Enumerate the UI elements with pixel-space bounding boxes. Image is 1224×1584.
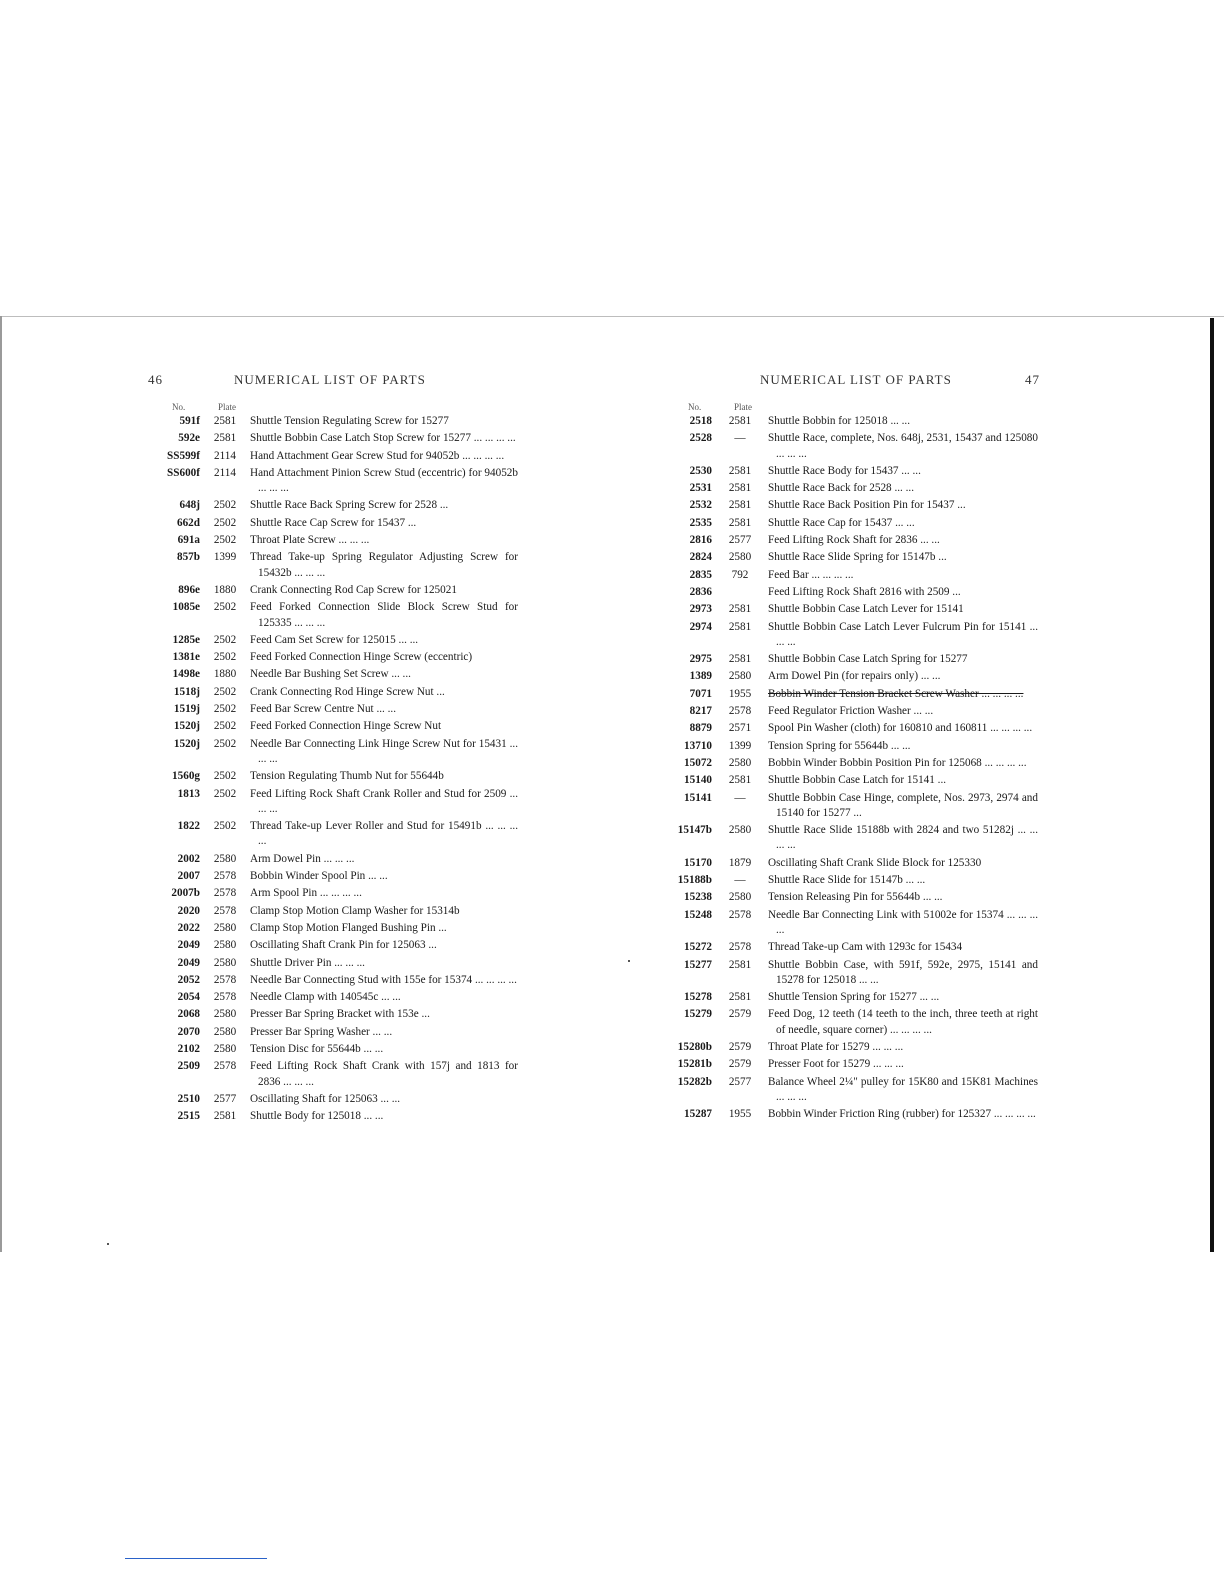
part-description: Shuttle Bobbin for 125018 ... ... bbox=[768, 415, 911, 427]
part-number: 1498e bbox=[172, 668, 200, 681]
plate-number: 2581 bbox=[213, 432, 237, 445]
part-row bbox=[668, 464, 1040, 479]
plate-number: 2502 bbox=[213, 737, 237, 750]
part-row bbox=[668, 1040, 1040, 1055]
part-row bbox=[668, 1075, 1040, 1106]
part-number: 15279 bbox=[684, 1008, 712, 1021]
part-description: Shuttle Bobbin Case Hinge, complete, Nos. 2973, 2974 and 15140 for 15277 ... bbox=[768, 791, 1038, 819]
column-header-plate: Plate bbox=[218, 402, 236, 412]
plate-number: 2578 bbox=[213, 991, 237, 1004]
part-description: Feed Lifting Rock Shaft Crank with 157j and 1813 for 2836 ... ... ... bbox=[250, 1060, 518, 1088]
plate-number: 2502 bbox=[213, 534, 237, 547]
part-number: 15140 bbox=[684, 774, 712, 787]
page-header bbox=[668, 372, 1040, 390]
part-row bbox=[668, 414, 1040, 429]
plate-number: 2580 bbox=[213, 1042, 237, 1055]
part-row bbox=[148, 990, 520, 1005]
part-row bbox=[668, 550, 1040, 565]
part-description: Shuttle Race, complete, Nos. 648j, 2531, 15437 and 125080 ... ... ... bbox=[768, 432, 1038, 460]
part-row bbox=[668, 481, 1040, 496]
part-row bbox=[668, 602, 1040, 617]
column-header-plate: Plate bbox=[734, 402, 752, 412]
part-description: Shuttle Bobbin Case Latch Lever for 15141 bbox=[768, 603, 964, 616]
part-description: Spool Pin Washer (cloth) for 160810 and 160811 ... ... ... ... bbox=[768, 722, 1033, 735]
plate-number: 2580 bbox=[213, 852, 237, 865]
part-number: 662d bbox=[176, 516, 200, 529]
part-description: Needle Bar Connecting Link with 51002e for 15374 ... ... ... ... bbox=[768, 908, 1038, 936]
plate-number: 2502 bbox=[213, 633, 237, 646]
part-number: 2518 bbox=[689, 415, 712, 427]
plate-number: 1879 bbox=[728, 856, 752, 869]
part-number: 1560g bbox=[172, 770, 200, 783]
part-description: Bobbin Winder Bobbin Position Pin for 125068 ... ... ... ... bbox=[768, 756, 1027, 769]
part-row bbox=[668, 568, 1040, 583]
plate-number: 2581 bbox=[728, 653, 752, 666]
plate-number: 2580 bbox=[213, 939, 237, 952]
part-number: 8217 bbox=[689, 705, 712, 718]
part-row bbox=[148, 685, 520, 700]
plate-number: — bbox=[734, 791, 746, 804]
plate-number: 2581 bbox=[728, 482, 752, 495]
part-row bbox=[148, 431, 520, 446]
part-number: 2974 bbox=[689, 620, 712, 633]
part-description: Clamp Stop Motion Flanged Bushing Pin ... bbox=[250, 921, 447, 934]
blue-underline-mark bbox=[125, 1558, 267, 1559]
part-number: 15287 bbox=[684, 1108, 712, 1121]
part-row bbox=[668, 823, 1040, 854]
part-description: Feed Forked Connection Slide Block Screw Stud for 125335 ... ... ... bbox=[250, 601, 518, 629]
part-row bbox=[148, 719, 520, 734]
part-row bbox=[148, 449, 520, 464]
part-description: Bobbin Winder Spool Pin ... ... bbox=[250, 870, 388, 883]
part-description: Feed Cam Set Screw for 125015 ... ... bbox=[250, 633, 419, 646]
part-row bbox=[668, 873, 1040, 888]
part-description: Oscillating Shaft Crank Pin for 125063 ... bbox=[250, 939, 437, 952]
part-description: Crank Connecting Rod Cap Screw for 125021 bbox=[250, 583, 457, 596]
part-row bbox=[148, 600, 520, 631]
plate-number: 2579 bbox=[728, 1040, 752, 1053]
plate-number: 2502 bbox=[213, 770, 237, 783]
part-number: 1520j bbox=[173, 737, 200, 750]
part-number: 2973 bbox=[689, 603, 712, 616]
column-header-no: No. bbox=[172, 402, 186, 412]
part-description: Needle Bar Connecting Link Hinge Screw Nut for 15431 ... ... ... bbox=[250, 737, 518, 765]
part-number: 7071 bbox=[689, 687, 712, 700]
part-row bbox=[668, 620, 1040, 651]
plate-number: 2580 bbox=[213, 921, 237, 934]
plate-number: 2578 bbox=[213, 904, 237, 917]
part-description: Bobbin Winder Tension Bracket Screw Washer ... ... ... ... bbox=[768, 687, 1024, 700]
part-description: Thread Take-up Spring Regulator Adjusting Screw for 15432b ... ... ... bbox=[250, 551, 518, 579]
part-description: Shuttle Bobbin Case Latch for 15141 ... bbox=[768, 774, 947, 787]
part-description: Bobbin Winder Friction Ring (rubber) for 125327 ... ... ... ... bbox=[768, 1108, 1036, 1121]
part-row bbox=[148, 583, 520, 598]
part-description: Shuttle Race Slide 15188b with 2824 and two 51282j ... ... ... ... bbox=[768, 824, 1038, 852]
part-number: 15248 bbox=[684, 908, 712, 921]
part-row bbox=[148, 1059, 520, 1090]
plate-number: 2578 bbox=[213, 973, 237, 986]
plate-number: 2581 bbox=[213, 415, 237, 427]
plate-number: 1955 bbox=[728, 1108, 752, 1121]
plate-number: 2571 bbox=[728, 722, 752, 735]
plate-number: 2581 bbox=[728, 516, 752, 529]
plate-number: 2578 bbox=[728, 908, 752, 921]
part-number: 691a bbox=[177, 534, 200, 547]
part-row bbox=[148, 1092, 520, 1107]
part-row bbox=[148, 550, 520, 581]
part-description: Needle Bar Bushing Set Screw ... ... bbox=[250, 668, 411, 681]
part-row bbox=[668, 1007, 1040, 1038]
part-number: 2535 bbox=[689, 516, 712, 529]
part-number: 2007 bbox=[177, 870, 200, 883]
part-description: Shuttle Race Back Position Pin for 15437 ... bbox=[768, 499, 966, 512]
running-title: NUMERICAL LIST OF PARTS bbox=[234, 372, 426, 387]
plate-number: 2579 bbox=[728, 1058, 752, 1071]
part-row bbox=[148, 650, 520, 665]
part-description: Feed Bar Screw Centre Nut ... ... bbox=[250, 703, 397, 716]
part-description: Shuttle Race Cap for 15437 ... ... bbox=[768, 516, 915, 529]
part-description: Hand Attachment Pinion Screw Stud (eccentric) for 94052b ... ... ... bbox=[250, 466, 518, 495]
part-description: Presser Bar Spring Washer ... ... bbox=[250, 1025, 393, 1038]
part-description: Shuttle Race Cap Screw for 15437 ... bbox=[250, 516, 417, 529]
part-number: 896e bbox=[178, 583, 200, 596]
part-description: Needle Bar Connecting Stud with 155e for 15374 ... ... ... ... bbox=[250, 973, 517, 986]
plate-number: 2579 bbox=[728, 1008, 752, 1021]
part-number: 2515 bbox=[177, 1110, 200, 1123]
plate-number: 2502 bbox=[213, 516, 237, 529]
part-description: Arm Dowel Pin (for repairs only) ... ... bbox=[768, 670, 941, 683]
part-description: Needle Clamp with 140545c ... ... bbox=[250, 991, 401, 1004]
part-number: 2002 bbox=[177, 852, 200, 865]
part-description: Throat Plate for 15279 ... ... ... bbox=[768, 1040, 904, 1053]
column-headers bbox=[668, 402, 1040, 414]
part-number: 15147b bbox=[677, 824, 712, 837]
part-row bbox=[148, 737, 520, 768]
part-description: Shuttle Bobbin Case Latch Spring for 15277 bbox=[768, 653, 968, 666]
part-number: 2836 bbox=[689, 585, 712, 598]
parts-list bbox=[668, 414, 1040, 1122]
part-row bbox=[148, 921, 520, 936]
part-number: 2975 bbox=[689, 653, 712, 666]
plate-number: 2580 bbox=[728, 824, 752, 837]
plate-number: — bbox=[734, 432, 746, 445]
part-row bbox=[148, 886, 520, 901]
part-description: Arm Spool Pin ... ... ... ... bbox=[250, 887, 362, 900]
part-number: 1519j bbox=[173, 703, 200, 716]
part-number: 2068 bbox=[177, 1008, 200, 1021]
plate-number: 2502 bbox=[213, 601, 237, 614]
part-number: 15170 bbox=[684, 856, 712, 869]
part-number: 15188b bbox=[677, 874, 712, 887]
part-number: 2049 bbox=[177, 939, 200, 952]
part-description: Feed Dog, 12 teeth (14 teeth to the inch, three teeth at right of needle, square corner) ... ... ... ... bbox=[768, 1008, 1038, 1036]
part-row bbox=[668, 516, 1040, 531]
part-description: Shuttle Tension Regulating Screw for 15277 bbox=[250, 415, 449, 427]
scan-edge-top bbox=[0, 316, 1224, 317]
plate-number: 2577 bbox=[728, 1075, 752, 1088]
plate-number: 2578 bbox=[728, 941, 752, 954]
part-description: Feed Regulator Friction Washer ... ... bbox=[768, 705, 934, 718]
part-description: Oscillating Shaft for 125063 ... ... bbox=[250, 1092, 401, 1105]
page-header bbox=[148, 372, 520, 390]
part-number: 15282b bbox=[677, 1075, 712, 1088]
plate-number: 2580 bbox=[728, 756, 752, 769]
plate-number: 1399 bbox=[728, 739, 752, 752]
part-row bbox=[148, 633, 520, 648]
plate-number: 2577 bbox=[213, 1092, 237, 1105]
part-row bbox=[148, 787, 520, 818]
part-row bbox=[148, 973, 520, 988]
part-description: Feed Lifting Rock Shaft for 2836 ... ... bbox=[768, 534, 940, 547]
part-number: 1822 bbox=[177, 820, 200, 833]
part-row bbox=[148, 819, 520, 850]
plate-number: 2580 bbox=[728, 670, 752, 683]
part-number: 15281b bbox=[677, 1058, 712, 1071]
part-row bbox=[668, 721, 1040, 736]
plate-number: 2581 bbox=[728, 620, 752, 633]
plate-number: 2581 bbox=[728, 991, 752, 1004]
part-description: Tension Disc for 55644b ... ... bbox=[250, 1042, 384, 1055]
plate-number: 1955 bbox=[728, 687, 752, 700]
part-number: 2070 bbox=[177, 1025, 200, 1038]
plate-number: 2502 bbox=[213, 685, 237, 698]
part-row bbox=[668, 652, 1040, 667]
plate-number: 2502 bbox=[213, 787, 237, 800]
plate-number: 2581 bbox=[213, 1110, 237, 1123]
part-description: Shuttle Body for 125018 ... ... bbox=[250, 1110, 384, 1123]
part-description: Presser Bar Spring Bracket with 153e ... bbox=[250, 1008, 430, 1021]
part-row bbox=[668, 704, 1040, 719]
part-number: 2020 bbox=[177, 904, 200, 917]
part-row bbox=[148, 852, 520, 867]
plate-number: 1880 bbox=[213, 668, 237, 681]
part-description: Thread Take-up Cam with 1293c for 15434 bbox=[768, 941, 963, 954]
part-row bbox=[148, 498, 520, 513]
part-row bbox=[668, 958, 1040, 989]
stray-mark bbox=[628, 960, 630, 962]
part-description: Tension Regulating Thumb Nut for 55644b bbox=[250, 770, 444, 783]
part-description: Arm Dowel Pin ... ... ... bbox=[250, 852, 355, 865]
part-row bbox=[148, 1007, 520, 1022]
part-row bbox=[148, 1042, 520, 1057]
part-description: Shuttle Race Back Spring Screw for 2528 ... bbox=[250, 499, 449, 512]
part-row bbox=[668, 739, 1040, 754]
part-description: Feed Forked Connection Hinge Screw (eccentric) bbox=[250, 651, 473, 664]
right-page bbox=[668, 372, 1040, 1122]
plate-number: 2581 bbox=[728, 603, 752, 616]
part-row bbox=[148, 1025, 520, 1040]
plate-number: — bbox=[734, 874, 746, 887]
part-number: 591f bbox=[179, 415, 200, 427]
part-description: Tension Spring for 55644b ... ... bbox=[768, 739, 911, 752]
part-description: Shuttle Race Slide for 15147b ... ... bbox=[768, 874, 926, 887]
part-description: Shuttle Driver Pin ... ... ... bbox=[250, 956, 365, 969]
page-number: 47 bbox=[1025, 372, 1040, 387]
part-row bbox=[668, 791, 1040, 822]
part-row bbox=[148, 938, 520, 953]
plate-number: 2581 bbox=[728, 499, 752, 512]
plate-number: 2114 bbox=[214, 449, 236, 462]
part-number: SS599f bbox=[167, 449, 200, 462]
part-number: 1381e bbox=[172, 651, 200, 664]
part-number: 2835 bbox=[689, 568, 712, 581]
plate-number: 1399 bbox=[213, 551, 237, 564]
part-number: SS600f bbox=[167, 466, 200, 479]
stray-mark bbox=[107, 1243, 109, 1245]
part-description: Balance Wheel 2¼" pulley for 15K80 and 15K81 Machines ... ... ... bbox=[768, 1075, 1038, 1103]
plate-number: 2114 bbox=[214, 466, 236, 479]
page-number: 46 bbox=[148, 372, 163, 387]
part-description: Feed Bar ... ... ... ... bbox=[768, 568, 854, 581]
part-number: 592e bbox=[178, 432, 200, 445]
part-number: 8879 bbox=[689, 722, 712, 735]
part-row bbox=[148, 667, 520, 682]
plate-number: 2580 bbox=[728, 891, 752, 904]
plate-number: 2580 bbox=[213, 1025, 237, 1038]
plate-number: 2580 bbox=[213, 1008, 237, 1021]
part-row bbox=[668, 498, 1040, 513]
plate-number: 2578 bbox=[213, 1060, 237, 1073]
part-number: 2530 bbox=[689, 464, 712, 477]
part-number: 2532 bbox=[689, 499, 712, 512]
part-description: Crank Connecting Rod Hinge Screw Nut ... bbox=[250, 685, 445, 698]
part-number: 2509 bbox=[177, 1060, 200, 1073]
part-row bbox=[668, 1057, 1040, 1072]
part-number: 648j bbox=[179, 499, 200, 512]
part-description: Clamp Stop Motion Clamp Washer for 15314b bbox=[250, 904, 460, 917]
plate-number: 2580 bbox=[213, 956, 237, 969]
part-row bbox=[668, 773, 1040, 788]
part-row bbox=[148, 414, 520, 429]
part-number: 2816 bbox=[689, 534, 712, 547]
part-description: Shuttle Race Back for 2528 ... ... bbox=[768, 482, 915, 495]
part-description: Tension Releasing Pin for 55644b ... ... bbox=[768, 891, 943, 904]
plate-number: 2577 bbox=[728, 534, 752, 547]
part-number: 15238 bbox=[684, 891, 712, 904]
part-row bbox=[668, 585, 1040, 600]
column-header-no: No. bbox=[688, 402, 702, 412]
part-description: Feed Lifting Rock Shaft 2816 with 2509 ... bbox=[768, 585, 961, 598]
parts-list bbox=[148, 414, 520, 1124]
part-number: 2007b bbox=[171, 887, 200, 900]
plate-number: 2502 bbox=[213, 720, 237, 733]
part-number: 2102 bbox=[177, 1042, 200, 1055]
plate-number: 2502 bbox=[213, 651, 237, 664]
part-description: Hand Attachment Gear Screw Stud for 94052b ... ... ... ... bbox=[250, 449, 505, 462]
part-number: 1813 bbox=[177, 787, 200, 800]
plate-number: 2581 bbox=[728, 464, 752, 477]
plate-number: 2578 bbox=[213, 887, 237, 900]
part-description: Presser Foot for 15279 ... ... ... bbox=[768, 1058, 904, 1071]
part-row bbox=[668, 533, 1040, 548]
scan-edge-right bbox=[1210, 318, 1214, 1252]
plate-number: 2502 bbox=[213, 499, 237, 512]
part-row bbox=[668, 908, 1040, 939]
part-row bbox=[148, 1109, 520, 1124]
plate-number: 792 bbox=[731, 568, 749, 581]
part-number: 1285e bbox=[172, 633, 200, 646]
part-description: Feed Forked Connection Hinge Screw Nut bbox=[250, 720, 442, 733]
part-row bbox=[668, 940, 1040, 955]
part-row bbox=[668, 669, 1040, 684]
part-description: Thread Take-up Lever Roller and Stud for 15491b ... ... ... ... bbox=[250, 820, 518, 848]
part-row bbox=[668, 431, 1040, 462]
part-row bbox=[668, 687, 1040, 702]
part-description: Shuttle Race Slide Spring for 15147b ... bbox=[768, 551, 947, 564]
part-row bbox=[148, 904, 520, 919]
part-row bbox=[148, 466, 520, 497]
part-number: 2824 bbox=[689, 551, 712, 564]
part-description: Throat Plate Screw ... ... ... bbox=[250, 534, 370, 547]
part-number: 2049 bbox=[177, 956, 200, 969]
part-row bbox=[148, 702, 520, 717]
part-description: Shuttle Bobbin Case Latch Lever Fulcrum Pin for 15141 ... ... ... bbox=[768, 620, 1038, 648]
plate-number: 2581 bbox=[728, 958, 752, 971]
plate-number: 2581 bbox=[728, 415, 752, 427]
part-number: 15277 bbox=[684, 958, 712, 971]
part-row bbox=[668, 890, 1040, 905]
part-number: 1518j bbox=[173, 685, 200, 698]
part-number: 2054 bbox=[177, 991, 200, 1004]
part-description: Shuttle Bobbin Case, with 591f, 592e, 2975, 15141 and 15278 for 125018 ... ... bbox=[768, 958, 1038, 986]
part-number: 1520j bbox=[173, 720, 200, 733]
part-number: 1389 bbox=[689, 670, 712, 683]
plate-number: 2502 bbox=[213, 820, 237, 833]
part-row bbox=[148, 956, 520, 971]
part-number: 1085e bbox=[172, 601, 200, 614]
part-row bbox=[148, 769, 520, 784]
part-row bbox=[148, 516, 520, 531]
running-title: NUMERICAL LIST OF PARTS bbox=[760, 372, 952, 387]
part-row bbox=[668, 756, 1040, 771]
part-number: 13710 bbox=[684, 739, 712, 752]
part-description: Feed Lifting Rock Shaft Crank Roller and Stud for 2509 ... ... ... bbox=[250, 787, 518, 815]
plate-number: 2578 bbox=[213, 870, 237, 883]
part-number: 857b bbox=[176, 551, 200, 564]
column-headers bbox=[148, 402, 520, 414]
part-number: 2528 bbox=[689, 432, 712, 445]
part-number: 2531 bbox=[689, 482, 712, 495]
plate-number: 2502 bbox=[213, 703, 237, 716]
plate-number: 2578 bbox=[728, 705, 752, 718]
plate-number: 2580 bbox=[728, 551, 752, 564]
part-number: 2022 bbox=[177, 921, 200, 934]
part-description: Oscillating Shaft Crank Slide Block for 125330 bbox=[768, 856, 982, 869]
part-number: 2510 bbox=[177, 1092, 200, 1105]
part-number: 15072 bbox=[684, 756, 712, 769]
part-number: 2052 bbox=[177, 973, 200, 986]
part-number: 15278 bbox=[684, 991, 712, 1004]
part-row bbox=[668, 856, 1040, 871]
plate-number: 1880 bbox=[213, 583, 237, 596]
part-description: Shuttle Bobbin Case Latch Stop Screw for 15277 ... ... ... ... bbox=[250, 432, 516, 445]
plate-number: 2581 bbox=[728, 774, 752, 787]
left-page bbox=[148, 372, 520, 1124]
part-number: 15272 bbox=[684, 941, 712, 954]
part-row bbox=[148, 533, 520, 548]
part-row bbox=[148, 869, 520, 884]
part-row bbox=[668, 990, 1040, 1005]
scan-edge-left bbox=[0, 316, 2, 1252]
part-description: Shuttle Tension Spring for 15277 ... ... bbox=[768, 991, 940, 1004]
part-number: 15280b bbox=[677, 1040, 712, 1053]
part-number: 15141 bbox=[684, 791, 712, 804]
part-row bbox=[668, 1107, 1040, 1122]
part-description: Shuttle Race Body for 15437 ... ... bbox=[768, 464, 921, 477]
